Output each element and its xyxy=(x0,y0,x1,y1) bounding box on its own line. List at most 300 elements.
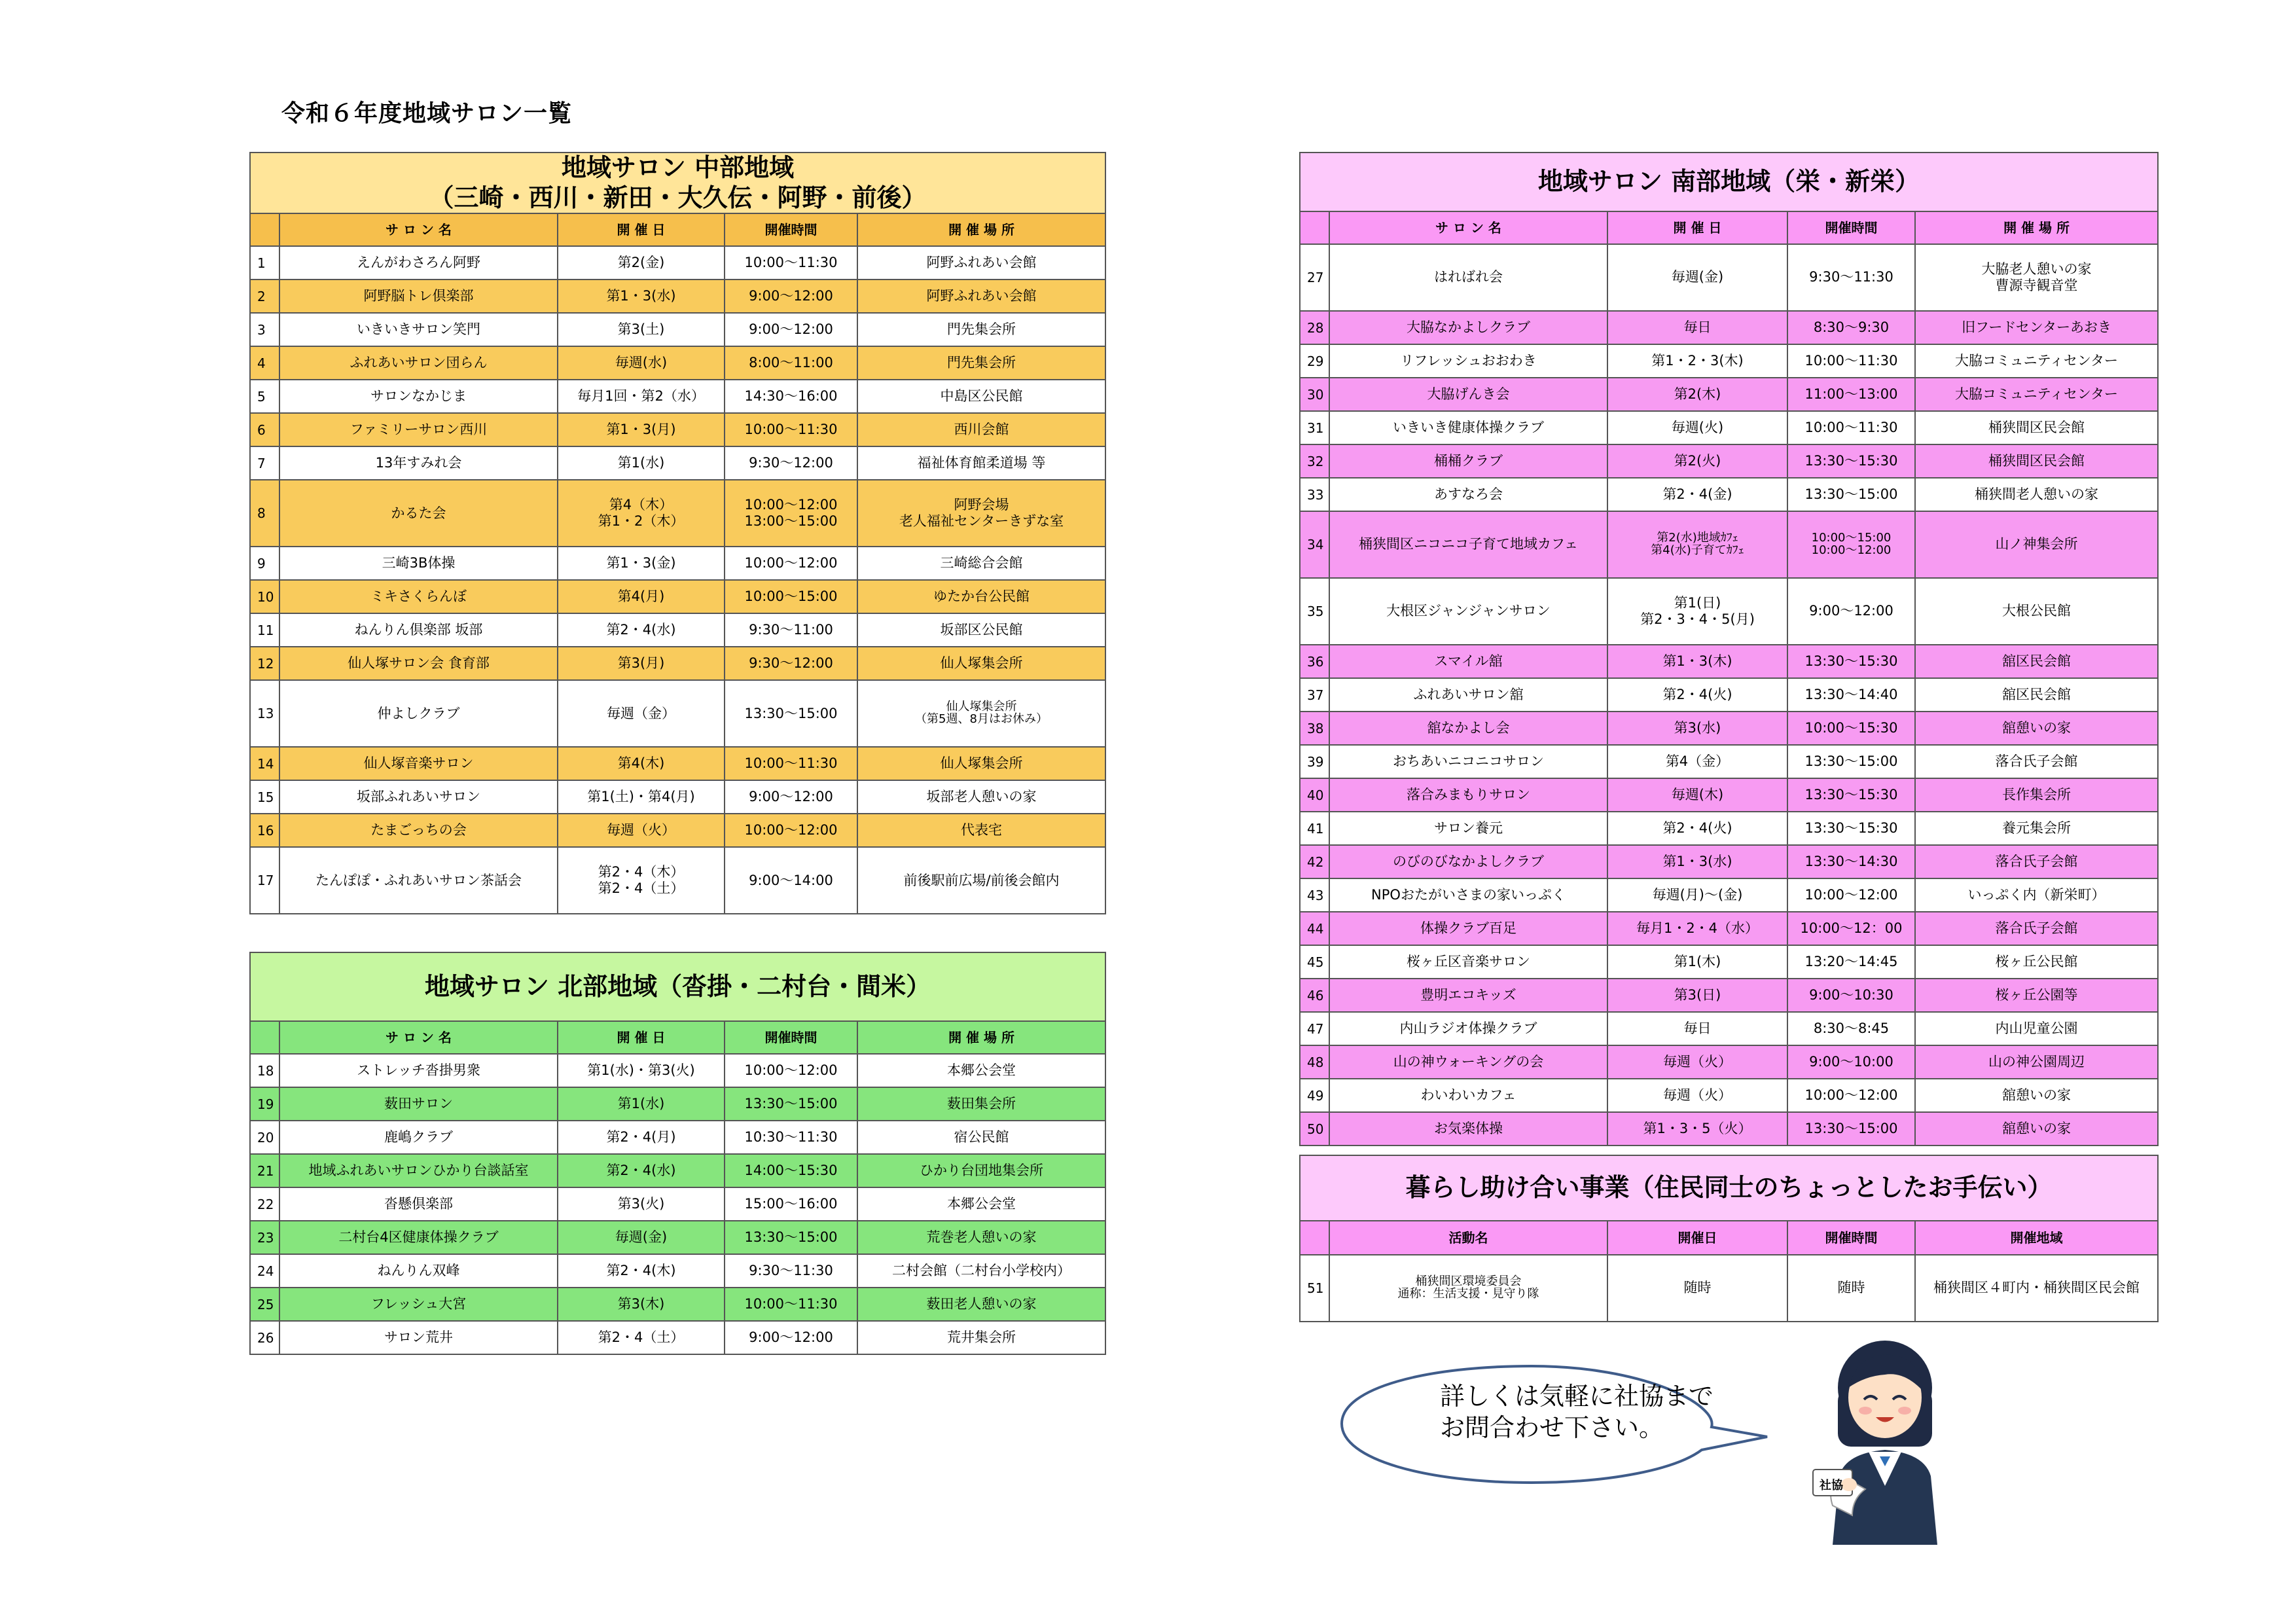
cell-text: 二村台4区健康体操クラブ xyxy=(338,1229,499,1245)
row-number xyxy=(250,1121,279,1154)
cell-text: 第1(水) xyxy=(617,455,665,471)
cell-text: 第2(金) xyxy=(617,255,665,271)
table-row xyxy=(250,1154,1105,1187)
cell-text: 8 xyxy=(257,505,266,522)
salon-name xyxy=(279,380,558,413)
header-date: 開 催 日 xyxy=(558,213,725,246)
place-cell xyxy=(1915,1079,2158,1112)
cell-line: 第2(水)地域ｶﾌｪ xyxy=(1657,531,1738,545)
cell-text: 9:00～10:30 xyxy=(1809,986,1893,1003)
row-number xyxy=(250,814,279,847)
place-cell xyxy=(857,1254,1105,1288)
place-cell xyxy=(1915,878,2158,912)
place-cell xyxy=(857,313,1105,346)
cell-text: 51 xyxy=(1307,1280,1324,1296)
cell-text: 10:00～11:30 xyxy=(744,1295,838,1312)
salon-name xyxy=(1329,1079,1607,1112)
table-row xyxy=(1300,1012,2158,1045)
cell-text: 阿野脳トレ倶楽部 xyxy=(363,288,474,304)
cell-text: フレッシュ大宮 xyxy=(370,1295,467,1312)
row-number xyxy=(250,647,279,680)
cell-text: 第1(土)・第4(月) xyxy=(587,789,695,805)
cell-line: 10:00～12:00 xyxy=(744,497,838,513)
salon-name xyxy=(1329,778,1607,812)
table-row xyxy=(1300,812,2158,845)
cell-text: 第2・4（土） xyxy=(598,1329,685,1345)
time-cell xyxy=(1787,912,1915,945)
row-number xyxy=(250,1087,279,1121)
cell-text: 第1(水)・第3(火) xyxy=(587,1062,695,1078)
salon-name xyxy=(1329,578,1607,645)
place-cell xyxy=(857,1121,1105,1154)
row-number xyxy=(250,613,279,647)
cell-text: ファミリーサロン西川 xyxy=(350,422,488,438)
cell-text: 第3(土) xyxy=(617,321,665,338)
row-number xyxy=(250,446,279,480)
date-cell xyxy=(558,1154,725,1187)
cell-text: 第1・2・3(木) xyxy=(1651,352,1744,369)
header-name: サ ロ ン 名 xyxy=(1329,211,1607,244)
table-row xyxy=(250,480,1105,547)
cell-text: 第2・4(月) xyxy=(606,1128,676,1145)
cell-text: 30 xyxy=(1307,386,1324,403)
row-number xyxy=(1300,1255,1329,1322)
cell-text: 9:00～10:00 xyxy=(1809,1053,1893,1070)
row-number xyxy=(1300,578,1329,645)
bubble-text xyxy=(1440,1381,1713,1443)
cell-text: 毎週（火） xyxy=(1663,1087,1732,1103)
cell-text: 阿野ふれあい会館 xyxy=(926,288,1037,304)
cell-text: 舘なかよし会 xyxy=(1427,719,1510,736)
cell-text: 舘憩いの家 xyxy=(2002,1087,2072,1103)
header-area: 開催地域 xyxy=(1915,1221,2158,1255)
cell-text: 48 xyxy=(1307,1054,1324,1070)
header-time: 開催時間 xyxy=(725,1021,857,1054)
cell-text: 9:00～14:00 xyxy=(749,872,833,888)
table-row xyxy=(250,680,1105,747)
cell-text: 山の神ウォーキングの会 xyxy=(1393,1053,1544,1070)
date-cell xyxy=(1607,912,1787,945)
north-title: 地域サロン 北部地域（沓掛・二村台・間米） xyxy=(250,952,1105,1021)
salon-name xyxy=(279,280,558,313)
row-number xyxy=(1300,478,1329,511)
document-title: 令和６年度地域サロン一覧 xyxy=(281,100,573,127)
time-cell xyxy=(725,1187,857,1221)
table-row xyxy=(1300,578,2158,645)
row-number xyxy=(1300,1045,1329,1079)
cell-text: いきいきサロン笑門 xyxy=(357,321,480,338)
cell-text: 毎週(金) xyxy=(1671,269,1724,285)
table-row xyxy=(250,1254,1105,1288)
salon-name xyxy=(279,1321,558,1354)
salon-name xyxy=(279,647,558,680)
date-cell xyxy=(1607,311,1787,344)
table-row xyxy=(250,1054,1105,1087)
cell-text: 20 xyxy=(257,1129,274,1146)
cell-line: 第2・4（土） xyxy=(598,880,685,897)
table-row xyxy=(250,446,1105,480)
aid-title: 暮らし助け合い事業（住民同士のちょっとしたお手伝い） xyxy=(1300,1155,2158,1221)
place-cell xyxy=(857,680,1105,747)
salon-name xyxy=(279,1121,558,1154)
cell-text: 10:00～12:00 xyxy=(744,822,838,839)
row-number xyxy=(1300,411,1329,444)
cell-text: 13:30～14:40 xyxy=(1804,686,1898,702)
table-row xyxy=(1300,645,2158,678)
row-number xyxy=(250,1187,279,1221)
cell-text: お気楽体操 xyxy=(1434,1120,1503,1136)
cell-text: 9 xyxy=(257,555,266,571)
salon-name xyxy=(279,814,558,847)
time-cell xyxy=(725,613,857,647)
cell-text: 仙人塚集会所 xyxy=(940,655,1023,672)
date-cell xyxy=(1607,378,1787,411)
cell-text: 13:30～15:30 xyxy=(1804,452,1898,469)
cell-text: 9:00～12:00 xyxy=(749,789,833,805)
time-cell xyxy=(1787,979,1915,1012)
cell-text: 40 xyxy=(1307,787,1324,803)
salon-name xyxy=(1329,1012,1607,1045)
salon-name xyxy=(1329,678,1607,712)
header-no xyxy=(1300,211,1329,244)
table-row xyxy=(250,814,1105,847)
cell-text: ミキさくらんぼ xyxy=(370,588,467,605)
row-number xyxy=(1300,979,1329,1012)
time-cell xyxy=(725,1154,857,1187)
cell-text: 10:00～11:30 xyxy=(744,755,838,772)
place-cell xyxy=(857,480,1105,547)
row-number xyxy=(250,246,279,280)
cell-line: 13:00～15:00 xyxy=(744,513,838,530)
table-row xyxy=(250,1288,1105,1321)
cell-text: 10:00～12:00 xyxy=(1804,886,1898,903)
row-number xyxy=(250,346,279,380)
place-cell xyxy=(1915,912,2158,945)
header-date: 開催日 xyxy=(1607,1221,1787,1255)
cell-text: 16 xyxy=(257,822,274,839)
salon-name xyxy=(1329,712,1607,745)
cell-text: 3 xyxy=(257,321,266,338)
place-cell xyxy=(857,380,1105,413)
table-row xyxy=(250,747,1105,780)
row-number xyxy=(1300,845,1329,878)
cell-line: 老人福祉センターきずな室 xyxy=(899,513,1064,530)
cell-text: 第3(水) xyxy=(1674,719,1721,736)
cell-text: 養元集会所 xyxy=(2002,820,2072,836)
cell-text: 第2・4(水) xyxy=(606,1162,676,1178)
time-cell xyxy=(725,246,857,280)
cell-text: 15:00～16:00 xyxy=(744,1195,838,1212)
date-cell xyxy=(1607,645,1787,678)
table-row xyxy=(1300,712,2158,745)
date-cell xyxy=(558,1288,725,1321)
cell-text: 13:30～15:30 xyxy=(1804,820,1898,836)
salon-name xyxy=(1329,1112,1607,1146)
time-cell xyxy=(1787,878,1915,912)
cell-text: ひかり台団地集会所 xyxy=(920,1162,1044,1178)
table-row xyxy=(1300,411,2158,444)
salon-name xyxy=(279,580,558,613)
time-cell xyxy=(1787,578,1915,645)
time-cell xyxy=(725,680,857,747)
header-name: サ ロ ン 名 xyxy=(279,213,558,246)
salon-name xyxy=(279,1254,558,1288)
cell-text: 随時 xyxy=(1837,1280,1865,1296)
cell-text: わいわいカフェ xyxy=(1420,1087,1516,1103)
time-cell xyxy=(1787,945,1915,979)
cell-text: 第2(火) xyxy=(1674,452,1721,469)
time-cell xyxy=(725,280,857,313)
cell-text: 第1・3(木) xyxy=(1662,653,1732,669)
cell-text: 舘区民会館 xyxy=(2002,653,2072,669)
date-cell xyxy=(1607,712,1787,745)
salon-name xyxy=(1329,1045,1607,1079)
south-title: 地域サロン 南部地域（栄・新栄） xyxy=(1300,153,2158,211)
time-cell xyxy=(1787,311,1915,344)
row-number xyxy=(1300,311,1329,344)
date-cell xyxy=(1607,1255,1787,1322)
cell-text: 桶狭間区民会館 xyxy=(1988,452,2085,469)
place-cell xyxy=(1915,344,2158,378)
table-row xyxy=(1300,311,2158,344)
cell-text: 仙人塚サロン会 食育部 xyxy=(348,655,490,672)
cell-text: 14 xyxy=(257,755,274,772)
cell-text: 薮田サロン xyxy=(384,1095,453,1111)
table-row xyxy=(250,780,1105,814)
place-cell xyxy=(857,413,1105,446)
cell-text: 前後駅前広場/前後会館内 xyxy=(903,872,1060,888)
cell-text: 第3(木) xyxy=(617,1295,665,1312)
cell-line: 桶狭間区環境委員会 xyxy=(1415,1274,1522,1289)
cell-text: のびのびなかよしクラブ xyxy=(1393,853,1544,869)
cell-text: 10:00～12：00 xyxy=(1800,920,1903,936)
row-number xyxy=(1300,244,1329,311)
cell-text: 43 xyxy=(1307,887,1324,903)
date-cell xyxy=(1607,979,1787,1012)
salon-name xyxy=(279,847,558,914)
cell-text: 落合氏子会館 xyxy=(1995,920,2078,936)
time-cell xyxy=(1787,478,1915,511)
salon-name xyxy=(1329,511,1607,578)
date-cell xyxy=(558,346,725,380)
table-row xyxy=(1300,244,2158,311)
date-cell xyxy=(558,246,725,280)
salon-name xyxy=(1329,645,1607,678)
cell-line: 曹源寺観音堂 xyxy=(1995,278,2078,293)
header-activity: 活動名 xyxy=(1329,1221,1607,1255)
date-cell xyxy=(1607,845,1787,878)
cell-line: 10:00～15:00 xyxy=(1811,531,1892,545)
cell-text: 13:30～15:00 xyxy=(1804,486,1898,502)
table-row xyxy=(250,380,1105,413)
cell-text: 9:30～12:00 xyxy=(749,655,833,672)
cell-text: 坂部ふれあいサロン xyxy=(357,789,480,805)
time-cell xyxy=(725,1221,857,1254)
table-row xyxy=(1300,1255,2158,1322)
cell-text: 舘憩いの家 xyxy=(2002,719,2072,736)
row-number xyxy=(250,1154,279,1187)
cell-text: 長作集会所 xyxy=(2002,786,2072,803)
cell-text: 宿公民館 xyxy=(954,1128,1009,1145)
cell-line: 10:00～12:00 xyxy=(1811,543,1892,557)
cell-text: スマイル舘 xyxy=(1434,653,1503,669)
row-number xyxy=(250,680,279,747)
header-place: 開 催 場 所 xyxy=(1915,211,2158,244)
salon-name xyxy=(279,1154,558,1187)
salon-name xyxy=(1329,411,1607,444)
place-cell xyxy=(1915,812,2158,845)
cell-text: 三崎3B体操 xyxy=(382,555,456,571)
cell-text: 第2・4(火) xyxy=(1662,820,1732,836)
cell-text: 10:00～11:30 xyxy=(1804,419,1898,435)
cell-line: 第2・3・4・5(月) xyxy=(1640,611,1755,627)
cell-text: 38 xyxy=(1307,720,1324,736)
cell-text: 45 xyxy=(1307,954,1324,970)
cell-text: 13 xyxy=(257,706,274,722)
cell-text: 34 xyxy=(1307,537,1324,552)
cell-line: 第4（木） xyxy=(609,497,673,513)
date-cell xyxy=(558,680,725,747)
salon-name xyxy=(279,1054,558,1087)
cell-text: 大脇コミュニティセンター xyxy=(1954,386,2119,402)
cell-text: 第4(木) xyxy=(617,755,665,772)
date-cell xyxy=(558,1087,725,1121)
date-cell xyxy=(1607,411,1787,444)
cell-text: 10:00～15:30 xyxy=(1804,719,1898,736)
salon-name xyxy=(1329,444,1607,478)
cell-text: 毎日 xyxy=(1683,1020,1712,1036)
cell-text: 桶狭間区ニコニコ子育て地域カフェ xyxy=(1359,536,1578,552)
cell-text: 6 xyxy=(257,422,266,438)
cell-text: 桜ヶ丘区音楽サロン xyxy=(1407,953,1530,969)
time-cell xyxy=(1787,1255,1915,1322)
place-cell xyxy=(1915,578,2158,645)
time-cell xyxy=(725,780,857,814)
cell-text: 23 xyxy=(257,1229,274,1246)
cell-text: 2 xyxy=(257,288,266,304)
cell-text: 9:30～11:00 xyxy=(749,622,833,638)
cell-text: 9:00～12:00 xyxy=(749,288,833,304)
date-cell xyxy=(1607,878,1787,912)
cell-text: 13:30～14:30 xyxy=(1804,853,1898,869)
cell-text: 14:00～15:30 xyxy=(744,1162,838,1178)
header-time: 開催時間 xyxy=(1787,211,1915,244)
time-cell xyxy=(1787,812,1915,845)
cell-text: 11:00～13:00 xyxy=(1804,386,1898,402)
cell-text: 第2・4(火) xyxy=(1662,686,1732,702)
time-cell xyxy=(725,580,857,613)
table-row xyxy=(1300,344,2158,378)
cell-text: 4 xyxy=(257,355,266,371)
cell-text: たんぽぽ・ふれあいサロン茶話会 xyxy=(315,872,522,888)
cell-text: 阿野ふれあい会館 xyxy=(926,255,1037,271)
bubble-line1: 詳しくは気軽に社協まで xyxy=(1440,1382,1714,1411)
cell-text: 仙人塚音楽サロン xyxy=(363,755,474,772)
cell-text: かるた会 xyxy=(391,505,446,521)
cell-text: 落合みまもりサロン xyxy=(1407,786,1530,803)
time-cell xyxy=(1787,244,1915,311)
cell-text: 10:00～15:00 xyxy=(744,588,838,605)
date-cell xyxy=(1607,678,1787,712)
cell-text: 11 xyxy=(257,622,274,638)
cell-text: 46 xyxy=(1307,987,1324,1003)
salon-name xyxy=(279,680,558,747)
time-cell xyxy=(1787,712,1915,745)
table-row xyxy=(250,413,1105,446)
place-cell xyxy=(1915,244,2158,311)
table-row xyxy=(250,1221,1105,1254)
salon-name xyxy=(279,780,558,814)
time-cell xyxy=(1787,678,1915,712)
time-cell xyxy=(725,547,857,580)
cell-text: 毎月1・2・4（水） xyxy=(1636,920,1759,936)
salon-name xyxy=(279,480,558,547)
table-row xyxy=(1300,845,2158,878)
cell-text: 10 xyxy=(257,588,274,605)
date-cell xyxy=(1607,1112,1787,1146)
time-cell xyxy=(725,1321,857,1354)
header-time: 開催時間 xyxy=(1787,1221,1915,1255)
row-number xyxy=(250,1254,279,1288)
cell-text: 47 xyxy=(1307,1020,1324,1037)
cell-text: 大脇げんき会 xyxy=(1427,386,1510,402)
salon-name xyxy=(279,313,558,346)
cell-text: 10:00～12:00 xyxy=(744,1062,838,1078)
row-number xyxy=(1300,1112,1329,1146)
cell-text: 毎週（火） xyxy=(607,822,675,839)
cell-line: 仙人塚集会所 xyxy=(946,700,1017,714)
time-cell xyxy=(725,480,857,547)
cell-text: 毎日 xyxy=(1683,319,1712,335)
table-row xyxy=(1300,979,2158,1012)
cell-text: 31 xyxy=(1307,420,1324,436)
row-number xyxy=(1300,678,1329,712)
cell-text: はればれ会 xyxy=(1434,269,1503,285)
cell-text: 鹿嶋クラブ xyxy=(384,1128,453,1145)
row-number xyxy=(250,747,279,780)
cell-text: 桜ヶ丘公園等 xyxy=(1995,986,2078,1003)
cell-text: 37 xyxy=(1307,687,1324,703)
cell-text: 17 xyxy=(257,873,274,889)
cell-text: 門先集会所 xyxy=(947,355,1016,371)
salon-name xyxy=(1329,244,1607,311)
row-number xyxy=(1300,812,1329,845)
date-cell xyxy=(1607,1012,1787,1045)
time-cell xyxy=(725,647,857,680)
table-header-row xyxy=(250,213,1105,246)
table-row xyxy=(250,313,1105,346)
cell-text: あすなろ会 xyxy=(1434,486,1503,502)
cell-line: 第2・4（木） xyxy=(598,864,685,880)
cell-text: 8:30～8:45 xyxy=(1813,1020,1890,1036)
cell-text: 第4（金） xyxy=(1665,753,1730,769)
place-cell xyxy=(1915,745,2158,778)
cell-text: 内山児童公園 xyxy=(1995,1020,2078,1036)
salon-name xyxy=(279,413,558,446)
cell-text: 第1・3(水) xyxy=(606,288,676,304)
cell-text: 旧フードセンターあおき xyxy=(1962,319,2111,335)
row-number xyxy=(250,313,279,346)
date-cell xyxy=(1607,778,1787,812)
place-cell xyxy=(857,647,1105,680)
place-cell xyxy=(1915,778,2158,812)
cell-text: 13:20～14:45 xyxy=(1804,953,1898,969)
cell-text: 41 xyxy=(1307,820,1324,837)
cell-text: 13:30～15:00 xyxy=(744,1229,838,1245)
place-cell xyxy=(1915,1112,2158,1146)
date-cell xyxy=(558,280,725,313)
header-name: サ ロ ン 名 xyxy=(279,1021,558,1054)
